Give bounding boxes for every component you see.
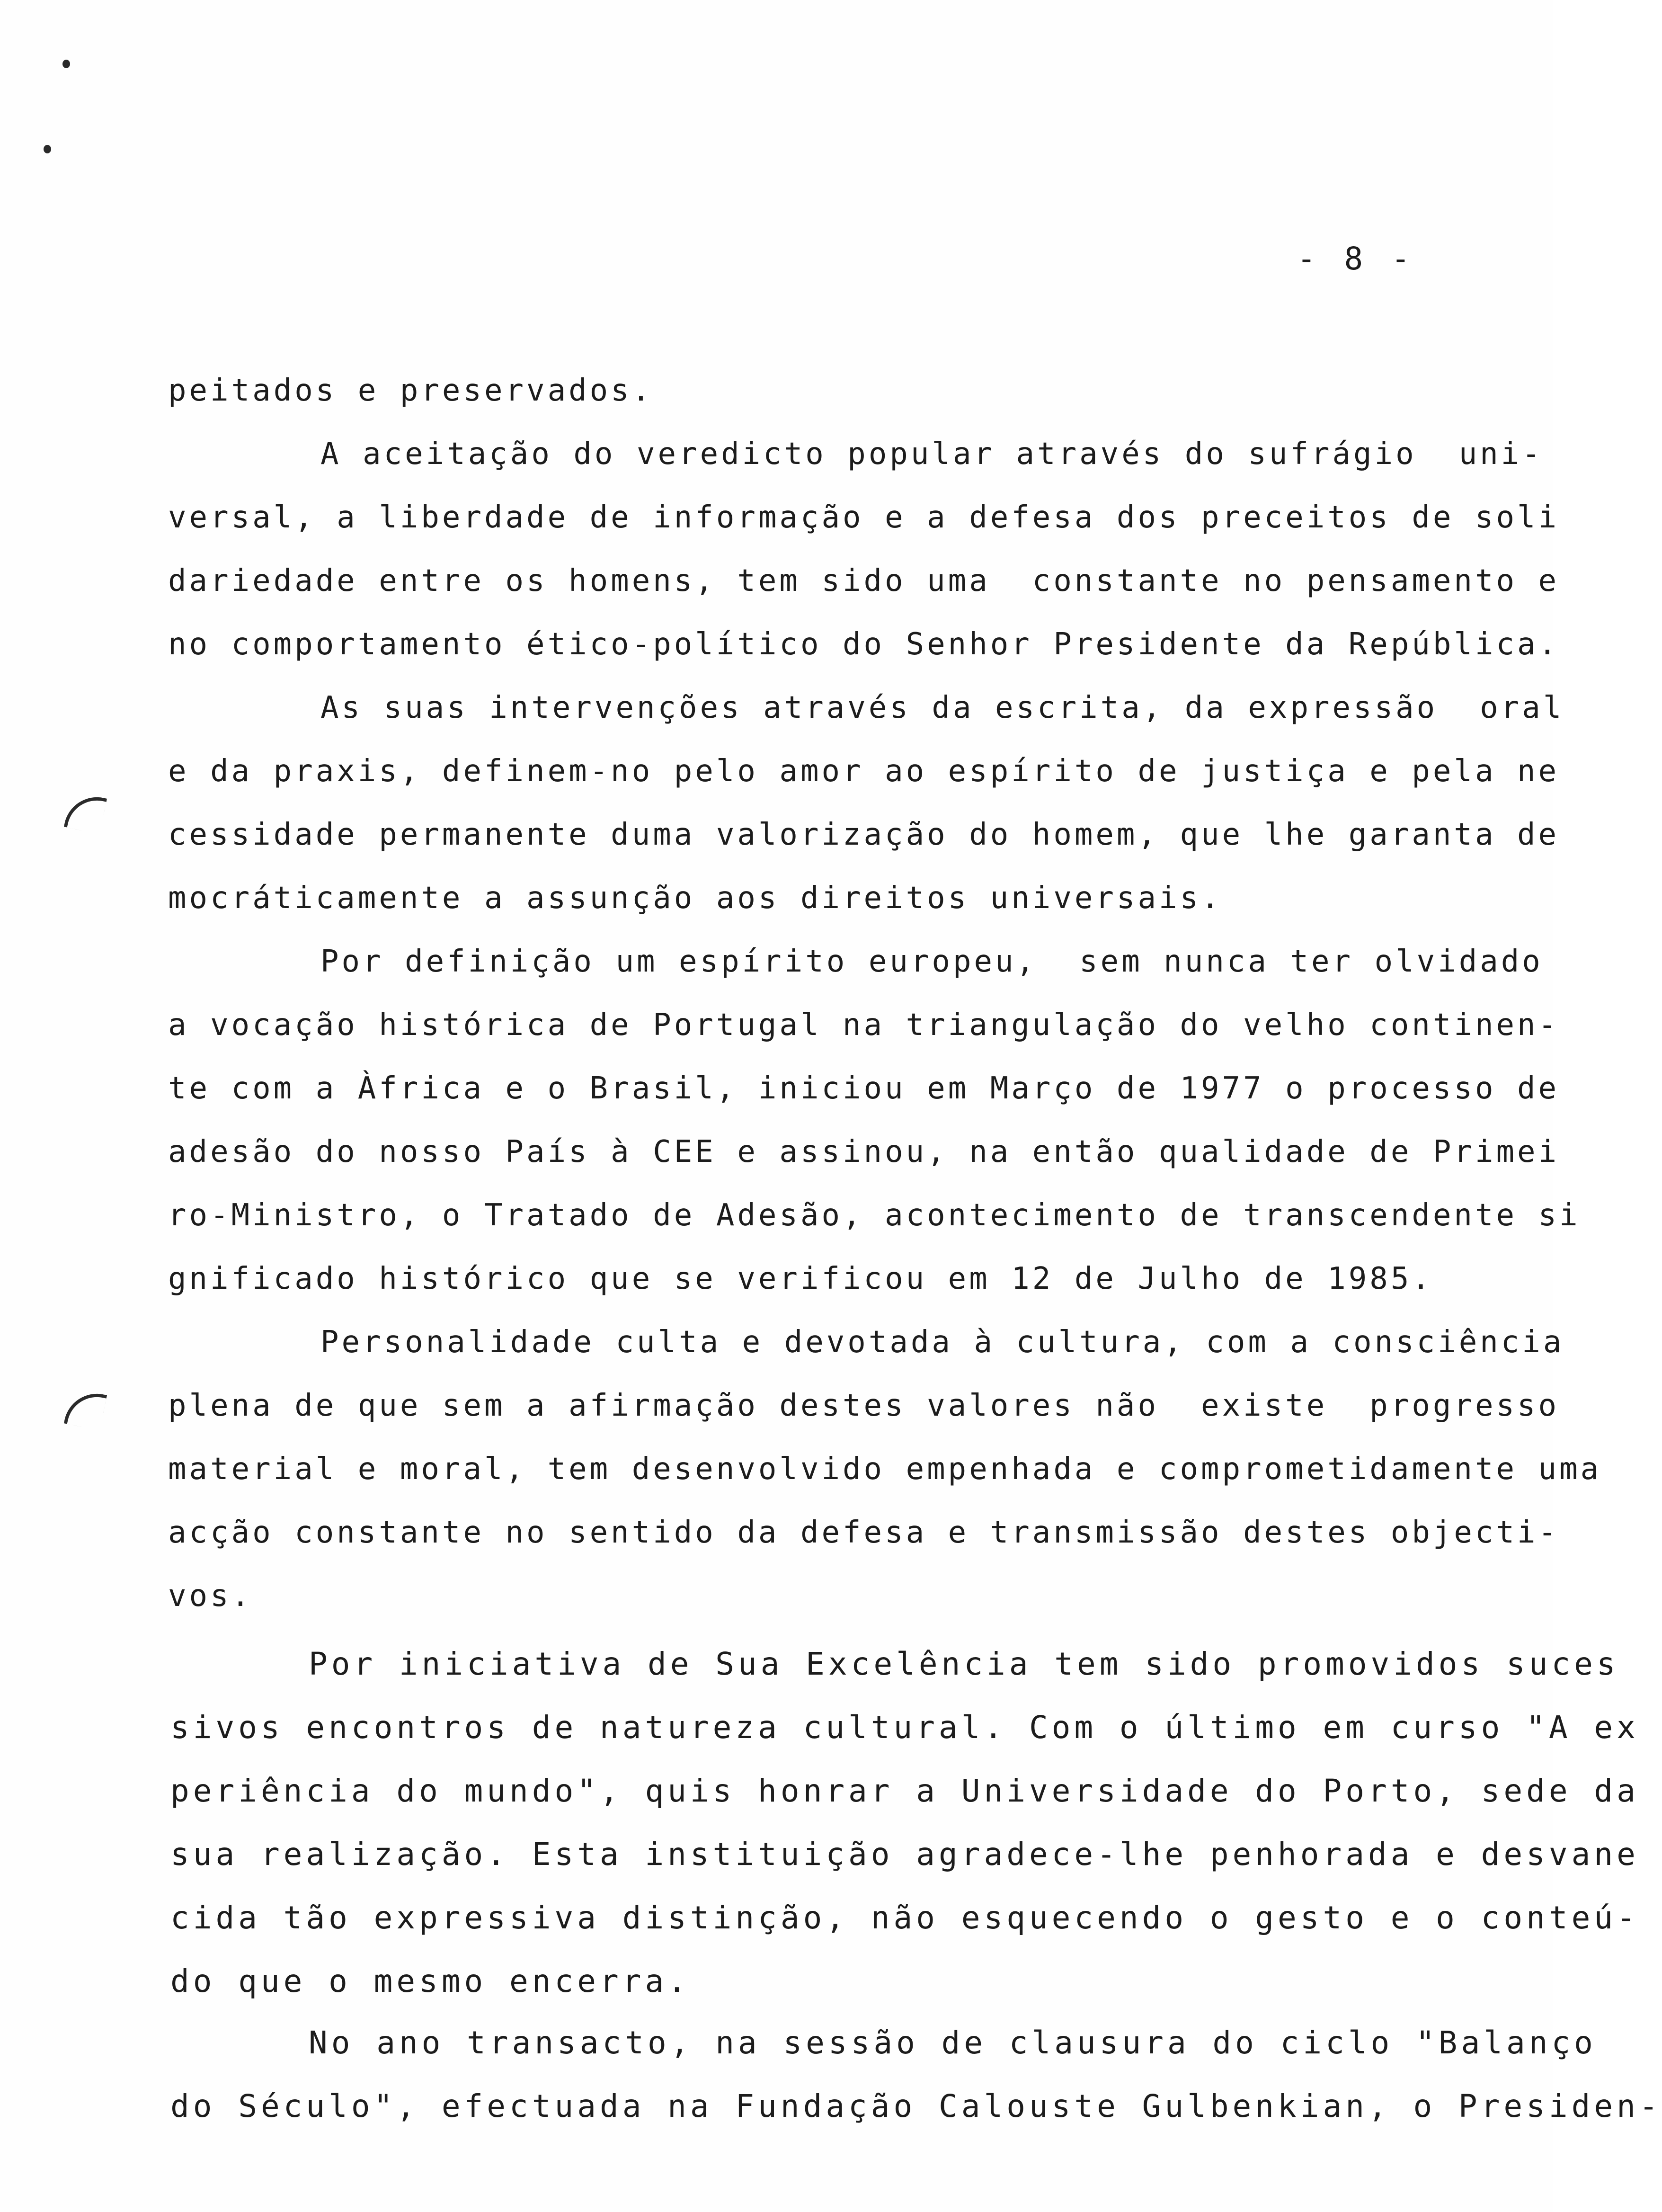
text-line: cida tão expressiva distinção, não esquecendo o gesto e o conteú- [170,1900,1639,1936]
paragraph [170,2011,1662,2138]
body-text-typed-section [168,359,1602,1628]
margin-dot-mark [62,60,70,68]
text-line: versal, a liberdade de informação e a defesa dos preceitos de soli [168,500,1560,535]
text-line: mocráticamente a assunção aos direitos universais. [168,881,1222,916]
text-line: sua realização. Esta instituição agradece-lhe penhorada e desvane [170,1836,1639,1873]
text-line: peitados e preservados. [168,373,653,408]
text-line: acção constante no sentido da defesa e transmissão destes objecti- [168,1515,1560,1550]
paragraph [168,359,1422,422]
text-line: No ano transacto, na sessão de clausura do ciclo "Balanço [309,2025,1597,2061]
text-line: Por iniciativa de Sua Excelência tem sido promovidos suces [309,1646,1619,1682]
text-line: e da praxis, definem-no pelo amor ao espírito de justiça e pela ne [168,754,1560,789]
text-line: plena de que sem a afirmação destes valores não existe progresso [168,1388,1560,1423]
text-line: gnificado histórico que se verificou em 12 de Julho de 1985. [168,1261,1433,1296]
text-line: A aceitação do veredicto popular através do sufrágio uni- [320,437,1543,472]
paragraph [168,422,1560,676]
text-line: periência do mundo", quis honrar a Universidade do Porto, sede da [170,1773,1639,1809]
text-line: vos. [168,1579,253,1614]
page-number: - 8 - [1297,241,1415,277]
paragraph [168,1311,1602,1628]
margin-bracket-mark [64,791,107,834]
text-line: As suas intervenções através da escrita, da expressão oral [320,690,1564,725]
text-line: cessidade permanente duma valorização do homem, que lhe garanta de [168,817,1560,852]
text-line: Por definição um espírito europeu, sem nunca ter olvidado [320,944,1543,979]
body-text-second-section [170,1632,1639,2013]
paragraph [168,930,1581,1311]
margin-bracket-mark [64,1388,107,1431]
paragraph [168,676,1564,930]
body-text-final-section [170,2011,1662,2138]
text-line: do que o mesmo encerra. [170,1963,690,1999]
text-line: dariedade entre os homens, tem sido uma constante no pensamento e [168,563,1560,598]
text-line: te com a Àfrica e o Brasil, iniciou em Março de 1977 o processo de [168,1071,1560,1106]
text-line: a vocação histórica de Portugal na triangulação do velho continen- [168,1008,1560,1043]
text-line: material e moral, tem desenvolvido empenhada e comprometidamente uma [168,1452,1602,1487]
paragraph [170,1632,1639,2013]
text-line: adesão do nosso País à CEE e assinou, na então qualidade de Primei [168,1134,1560,1169]
text-line: no comportamento ético-político do Senhor Presidente da República. [168,627,1560,662]
text-line: ro-Ministro, o Tratado de Adesão, acontecimento de transcendente si [168,1198,1581,1233]
text-line: sivos encontros de natureza cultural. Com o último em curso "A ex [170,1709,1639,1746]
text-line: do Século", efectuada na Fundação Calouste Gulbenkian, o Presiden- [170,2088,1662,2124]
margin-dot-mark [44,145,51,153]
text-line: Personalidade culta e devotada à cultura, com a consciência [320,1325,1564,1360]
